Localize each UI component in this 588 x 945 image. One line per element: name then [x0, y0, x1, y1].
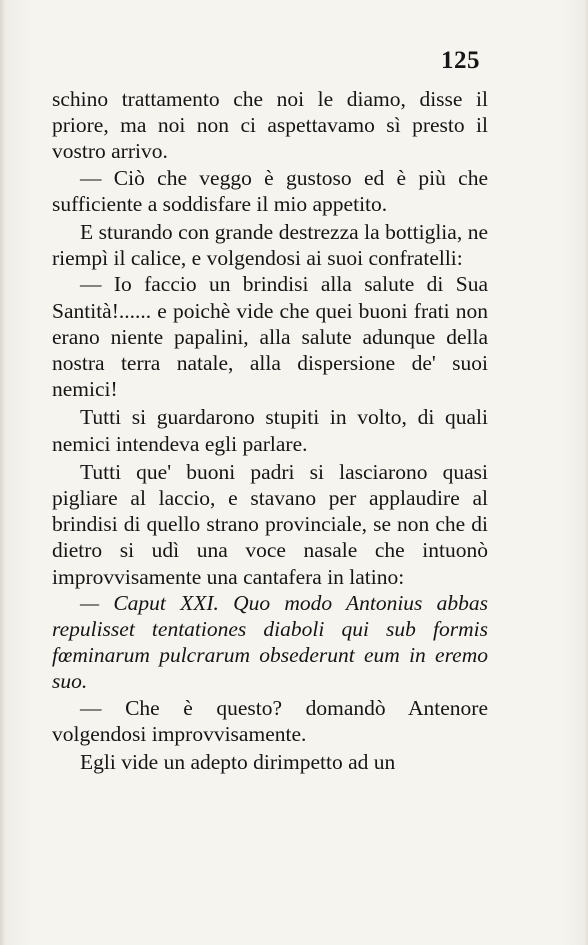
paragraph-5: Tutti si guardarono stupiti in volto, di quali nemici intendeva egli parlare.: [52, 405, 488, 456]
paragraph-4: — Io faccio un brindisi alla salute di Sua Santità!...... e poichè vide che quei buoni frati non erano niente papalini, alla salute adunque della nostra terra natale, alla dispersione de' suoi nemici!: [52, 272, 488, 402]
paragraph-1: schino trattamento che noi le diamo, disse il priore, ma noi non ci aspettavamo sì presto il vostro arrivo.: [52, 87, 488, 164]
page-number: 125: [441, 47, 480, 74]
paragraph-3: E sturando con grande destrezza la bottiglia, ne riempì il calice, e volgendosi ai suoi confratelli:: [52, 220, 488, 271]
paragraph-6: Tutti que' buoni padri si lasciarono quasi pigliare al laccio, e stavano per applaudire al brindisi di quello strano provinciale, se non che di dietro si udì una voce nasale che intuonò improvvisamente una cantafera in latino:: [52, 459, 488, 589]
paragraph-9: Egli vide un adepto dirimpetto ad un: [80, 750, 396, 775]
paragraph-8: — Che è questo? domandò Antenore volgendosi improvvisamente.: [52, 695, 488, 746]
paragraph-7-latin-quote: — Caput XXI. Quo modo Antonius abbas repulisset tentationes diaboli qui sub formis fœminarum pulcrarum obsederunt eum in eremo suo.: [52, 590, 488, 694]
paragraph-2: — Ciò che veggo è gustoso ed è più che sufficiente a soddisfare il mio appetito.: [52, 165, 488, 216]
page-body-text: [52, 86, 488, 775]
